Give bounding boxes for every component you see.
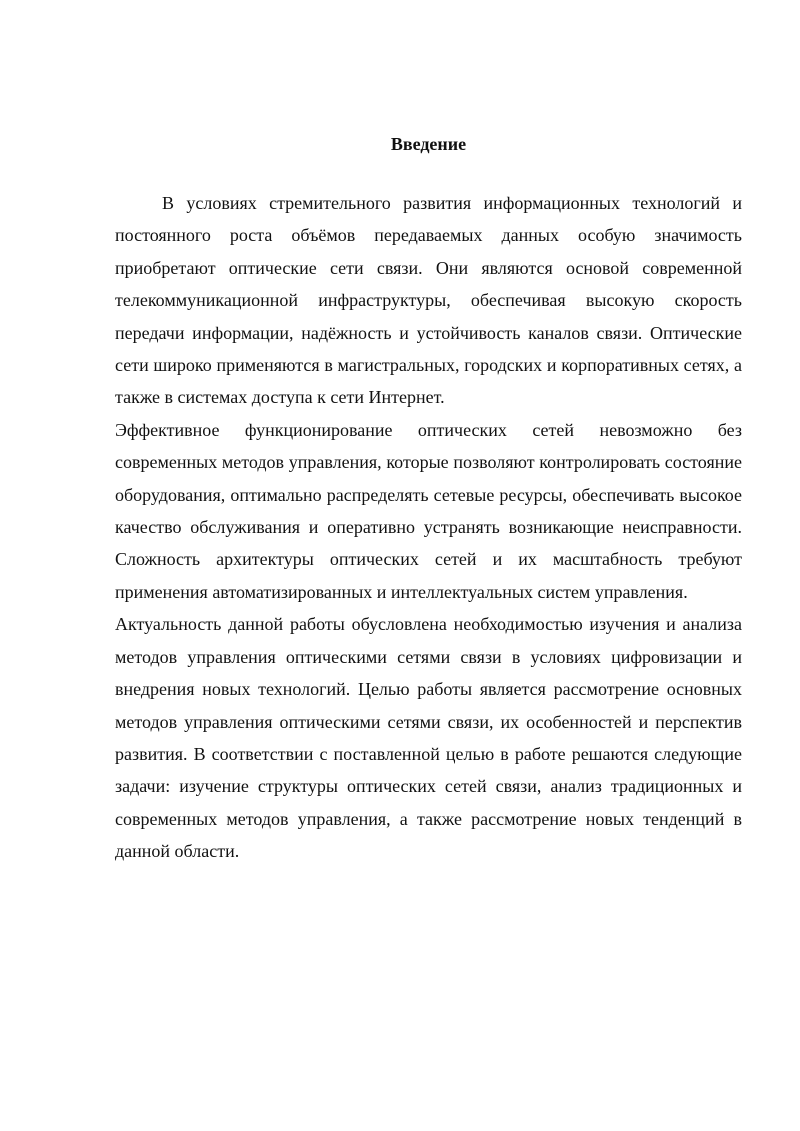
paragraph-relevance: Актуальность данной работы обусловлена необходимостью изучения и анализа методов управления оптическими сетями связи в условиях цифровизации и внедрения новых технологий. Целью работы является рассмотрение основных методов управления оптическими сетями связи, их особенностей и перспектив развития. В соответствии с поставленной целью в работе решаются следующие задачи: изучение структуры оптических сетей связи, анализ традиционных и современных методов управления, а также рассмотрение новых тенденций в данной области. [115,614,742,862]
paragraph-intro: В условиях стремительного развития информационных технологий и постоянного роста объёмов передаваемых данных особую значимость приобретают оптические сети связи. Они являются основой современной телекоммуникационной инфраструктуры, обеспечивая высокую скорость передачи информации, надёжность и устойчивость каналов связи. Оптические сети широко применяются в магистральных, городских и корпоративных сетях, а также в системах доступа к сети Интернет. [115,193,742,408]
section-title: Введение [390,134,467,154]
document-body [115,128,742,868]
paragraph-management: Эффективное функционирование оптических сетей невозможно без современных методов управления, которые позволяют контролировать состояние оборудования, оптимально распределять сетевые ресурсы, обеспечивать высокое качество обслуживания и оперативно устранять возникающие неисправности. Сложность архитектуры оптических сетей и их масштабность требуют применения автоматизированных и интеллектуальных систем управления. [115,419,742,602]
